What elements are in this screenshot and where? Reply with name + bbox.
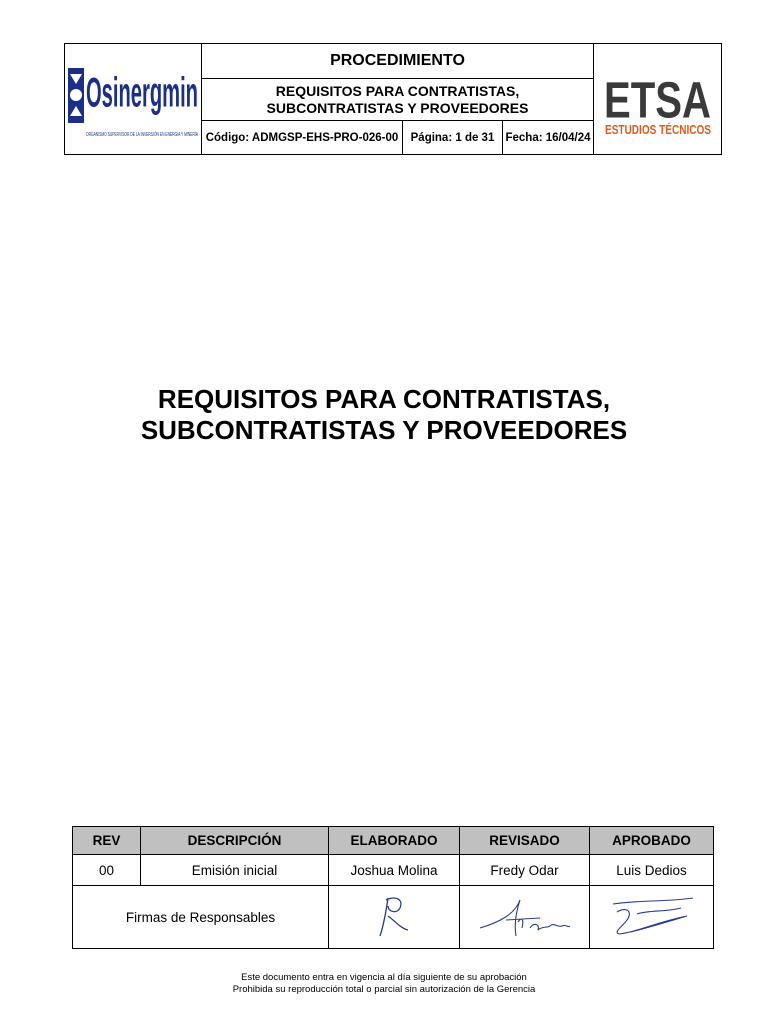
signature-revisado (460, 886, 590, 948)
signature-elaborado (329, 886, 460, 948)
cell-descripcion: Emisión inicial (141, 855, 329, 885)
cell-revisado: Fredy Odar (460, 855, 590, 885)
header-title-line1: REQUISITOS PARA CONTRATISTAS, (275, 82, 520, 99)
svg-text:ETSA: ETSA (604, 72, 711, 130)
signature-aprobado (590, 886, 713, 948)
doc-type: PROCEDIMIENTO (202, 44, 593, 79)
footer-line1: Este documento entra en vigencia al día siguiente de su aprobación (241, 972, 527, 983)
col-header-aprobado: APROBADO (612, 833, 691, 848)
doc-code: Código: ADMGSP-EHS-PRO-026-00 (202, 121, 403, 154)
cell-elaborado: Joshua Molina (329, 855, 460, 885)
etsa-logo-graphic (594, 44, 721, 154)
svg-text:ORGANISMO SUPERVISOR DE LA INV: ORGANISMO SUPERVISOR DE LA INVERSIÓN E (86, 132, 201, 138)
cell-rev: 00 (73, 855, 141, 885)
header-title-line2: SUBCONTRATISTAS Y PROVEEDORES (266, 99, 529, 116)
signatures-row (73, 886, 713, 948)
osinergmin-logo (65, 44, 202, 154)
signature-aprobado-graphic (597, 892, 707, 942)
doc-date: Fecha: 16/04/24 (505, 131, 591, 144)
signature-revisado-graphic (470, 892, 580, 942)
svg-text:Osinergmin: Osinergmin (86, 68, 198, 116)
etsa-logo (593, 44, 721, 154)
signatures-label: Firmas de Responsables (73, 886, 329, 948)
header-center (202, 44, 593, 154)
col-header-rev: REV (73, 827, 141, 854)
page-title-line1: REQUISITOS PARA CONTRATISTAS, (157, 384, 611, 414)
revision-table (72, 826, 714, 949)
table-row (73, 855, 713, 886)
page-number: Página: 1 de 31 (403, 121, 503, 154)
col-header-revisado: REVISADO (460, 827, 590, 854)
page-title (0, 384, 768, 446)
document-header (64, 43, 722, 155)
header-meta (202, 121, 593, 154)
header-title (202, 79, 593, 121)
revision-table-header (73, 827, 713, 855)
page-title-line2: SUBCONTRATISTAS Y PROVEEDORES (140, 415, 628, 445)
page-footer (0, 972, 768, 996)
col-header-elaborado: ELABORADO (329, 827, 460, 854)
cell-aprobado: Luis Dedios (616, 862, 687, 878)
footer-line2: Prohibida su reproducción total o parcial sin autorización de la Gerencia (232, 984, 536, 995)
signature-elaborado-graphic (364, 892, 424, 942)
osinergmin-logo-graphic (65, 44, 201, 154)
svg-text:ESTUDIOS TÉCNICOS: ESTUDIOS TÉCNIC (605, 123, 719, 137)
col-header-descripcion: DESCRIPCIÓN (141, 827, 329, 854)
